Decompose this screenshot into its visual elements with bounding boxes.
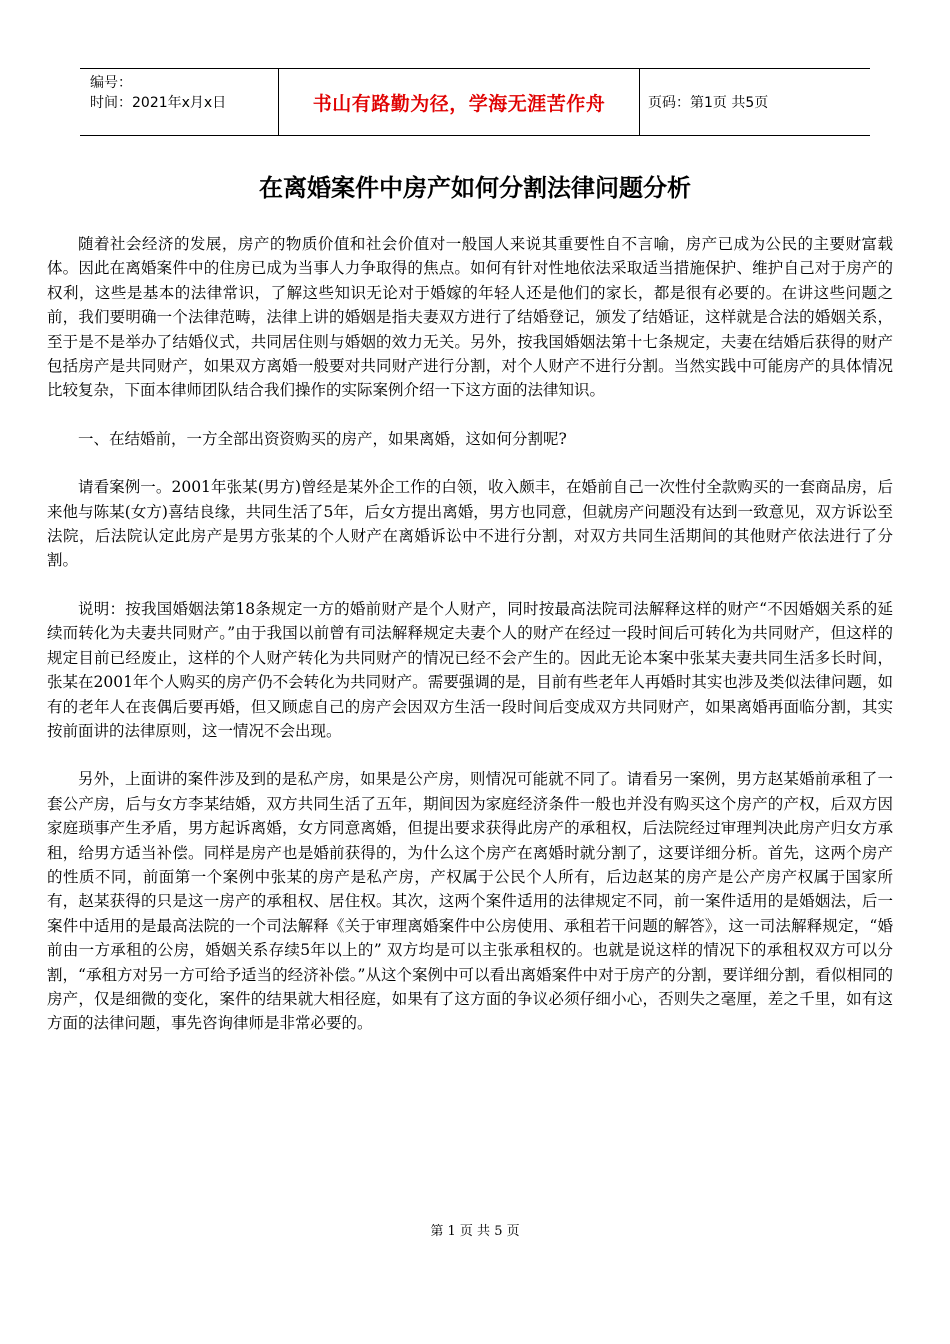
paragraph-intro: 随着社会经济的发展，房产的物质价值和社会价值对一般国人来说其重要性自不言喻，房产已成为公民的主要财富载体。因此在离婚案件中的住房已成为当事人力争取得的焦点。如何有针对性地依法采取适当措施保护、维护自己对于房产的权利，这些是基本的法律常识，了解这些知识无论对于婚嫁的年轻人还是他们的家长，都是很有必要的。在讲这些问题之前，我们要明确一个法律范畴，法律上讲的婚姻是指夫妻双方进行了结婚登记，颁发了结婚证，这样就是合法的婚姻关系，至于是不是举办了结婚仪式，共同居住则与婚姻的效力无关。另外，按我国婚姻法第十七条规定，夫妻在结婚后获得的财产包括房产是共同财产，如果双方离婚一般要对共同财产进行分割，对个人财产不进行分割。当然实践中可能房产的具体情况比较复杂，下面本律师团队结合我们操作的实际案例介绍一下这方面的法律知识。 bbox=[47, 235, 893, 400]
document-body bbox=[47, 232, 893, 1060]
page-header bbox=[80, 68, 870, 136]
paragraph-explanation: 说明：按我国婚姻法第18条规定一方的婚前财产是个人财产，同时按最高法院司法解释这样的财产“不因婚姻关系的延续而转化为夫妻共同财产。”由于我国以前曾有司法解释规定夫妻个人的财产在经过一段时间后可转化为共同财产，但这样的规定目前已经废止，这样的个人财产转化为共同财产的情况已经不会产生的。因此无论本案中张某夫妻共同生活多长时间，张某在2001年个人购买的房产仍不会转化为共同财产。需要强调的是，目前有些老年人再婚时其实也涉及类似法律问题，如有的老年人在丧偶后要再婚，但又顾虑自己的房产会因双方生活一段时间后变成双方共同财产，如果离婚再面临分割，其实按前面讲的法律原则，这一情况不会出现。 bbox=[47, 599, 893, 740]
header-meta bbox=[80, 69, 278, 135]
header-motto: 书山有路勤为径，学海无涯苦作舟 bbox=[278, 69, 640, 135]
document-date: 时间：2021年x月x日 bbox=[90, 95, 227, 111]
paragraph-case-one: 请看案例一。2001年张某(男方)曾经是某外企工作的白领，收入颇丰，在婚前自己一次性付全款购买的一套商品房，后来他与陈某(女方)喜结良缘，共同生活了5年，后女方提出离婚，男方也同意，但就房产问题没有达到一致意见，双方诉讼至法院，后法院认定此房产是男方张某的个人财产在离婚诉讼中不进行分割，对双方共同生活期间的其他财产依法进行了分割。 bbox=[47, 478, 893, 570]
section-heading: 一、在结婚前，一方全部出资资购买的房产，如果离婚，这如何分割呢? bbox=[78, 429, 567, 448]
document-number: 编号： bbox=[90, 75, 132, 91]
header-page-info: 页码：第1页 共5页 bbox=[648, 95, 769, 111]
page-footer: 第 1 页 共 5 页 bbox=[430, 1224, 520, 1239]
paragraph-case-two: 另外，上面讲的案件涉及到的是私产房，如果是公产房，则情况可能就不同了。请看另一案例，男方赵某婚前承租了一套公产房，后与女方李某结婚，双方共同生活了五年，期间因为家庭经济条件一般也并没有购买这个房产的产权，后双方因家庭琐事产生矛盾，男方起诉离婚，女方同意离婚，但提出要求获得此房产的承租权，后法院经过审理判决此房产归女方承租，给男方适当补偿。同样是房产也是婚前获得的，为什么这个房产在离婚时就分割了，这要详细分析。首先，这两个房产的性质不同，前面第一个案例中张某的房产是私产房，产权属于公民个人所有，后边赵某的房产是公产房产权属于国家所有，赵某获得的只是这一房产的承租权、居住权。其次，这两个案件适用的法律规定不同，前一案件适用的是婚姻法，后一案件中适用的是最高法院的一个司法解释《关于审理离婚案件中公房使用、承租若干问题的解答》，这一司法解释规定，“婚前由一方承租的公房，婚姻关系存续5年以上的” 双方均是可以主张承租权的。也就是说这样的情况下的承租权双方可以分割，“承租方对另一方可给予适当的经济补偿。”从这个案例中可以看出离婚案件中对于房产的分割，要详细分割，看似相同的房产，仅是细微的变化，案件的结果就大相径庭，如果有了这方面的争议必须仔细小心，否则失之毫厘，差之千里，如有这方面的法律问题，事先咨询律师是非常必要的。 bbox=[47, 770, 893, 1033]
document-title: 在离婚案件中房产如何分割法律问题分析 bbox=[259, 174, 691, 202]
